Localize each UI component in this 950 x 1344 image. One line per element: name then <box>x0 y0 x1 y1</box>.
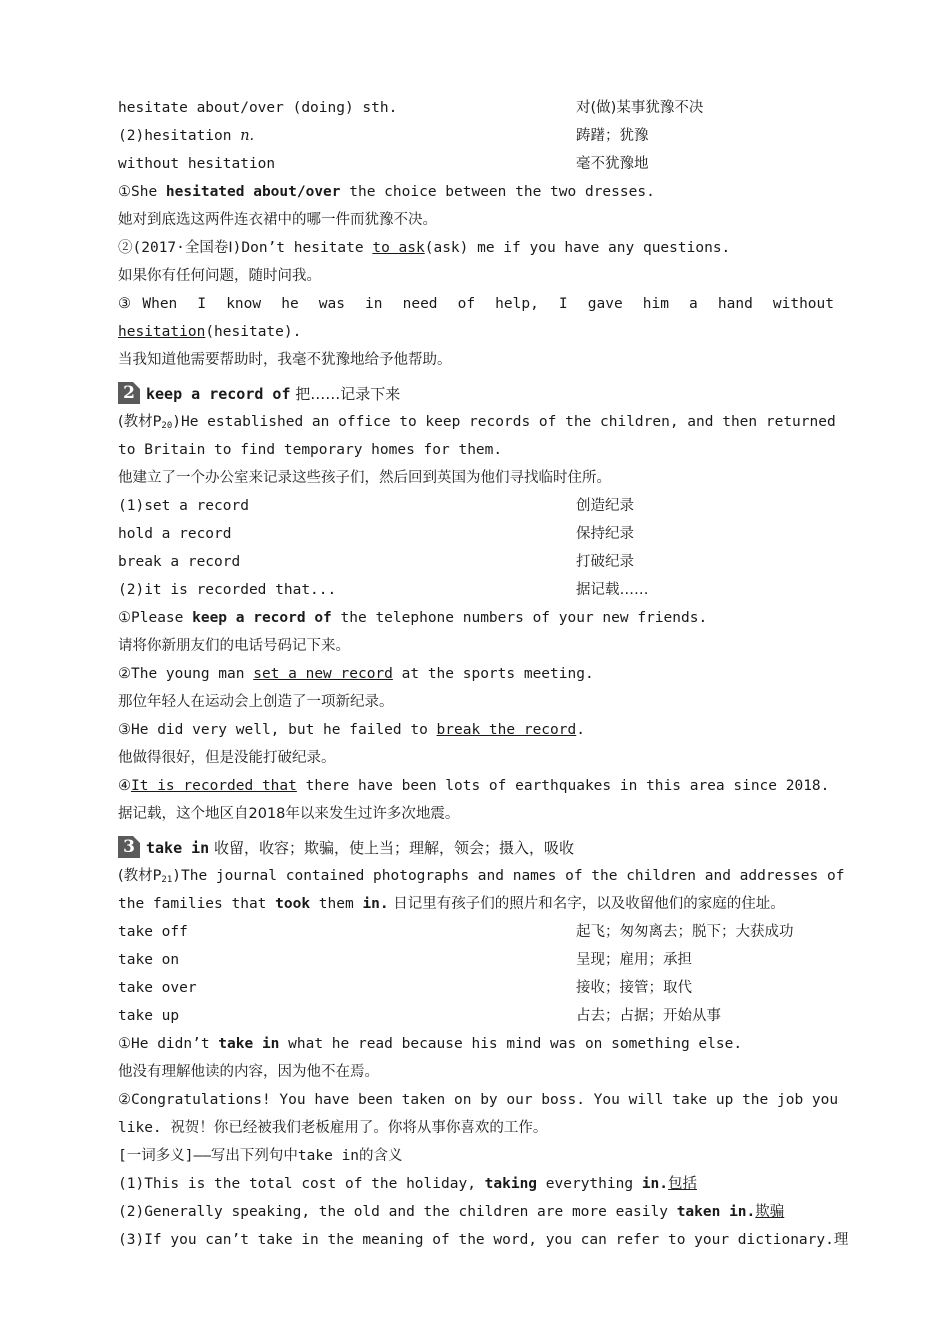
chinese-translation: 据记载，这个地区自2018年以来发生过许多次地震。 <box>118 806 460 822</box>
chinese-translation: 如果你有任何问题，随时问我。 <box>118 268 321 284</box>
example-sentence: ②The young man set a new record at the sports meeting. <box>118 666 594 682</box>
phrase-row: hold a record 保持纪录 <box>118 520 834 548</box>
example-sentence-cont: hesitation(hesitate). <box>118 324 302 340</box>
example-sentence: ①She hesitated about/over the choice between the two dresses. <box>118 184 655 200</box>
example-sentence: ④It is recorded that there have been lots of earthquakes in this area since 2018. <box>118 778 830 794</box>
translation: 对(做)某事犹豫不决 <box>576 100 704 116</box>
section-number-badge: 2 <box>118 382 140 404</box>
chinese-translation: 他没有理解他读的内容，因为他不在焉。 <box>118 1064 379 1080</box>
answer-blank: to ask <box>372 240 425 256</box>
translation: 创造纪录 <box>576 498 634 514</box>
chinese-translation: 请将你新朋友们的电话号码记下来。 <box>118 638 350 654</box>
text-line: hesitate about/over (doing) sth. 对(做)某事犹豫不决 <box>118 94 834 122</box>
phrase-row: take on 呈现；雇用；承担 <box>118 946 834 974</box>
example-sentence: ①He didn’t take in what he read because his mind was on something else. <box>118 1036 743 1052</box>
translation: 打破纪录 <box>576 554 634 570</box>
exercise-item: (3)If you can’t take in the meaning of the word, you can refer to your dictionary.理 <box>118 1232 849 1248</box>
phrase-row: take over 接收；接管；取代 <box>118 974 834 1002</box>
answer-blank: It is recorded that <box>131 778 297 794</box>
chinese-translation: 他建立了一个办公室来记录这些孩子们，然后回到英国为他们寻找临时住所。 <box>118 470 611 486</box>
answer-blank: break the record <box>436 722 577 738</box>
answer-blank: hesitation <box>118 324 206 340</box>
translation: 呈现；雇用；承担 <box>576 952 692 968</box>
example-sentence: ③When I know he was in need of help, I gave him a hand without <box>118 296 834 312</box>
translation: 据记载…… <box>576 582 649 598</box>
exercise-instruction: [一词多义]——写出下列句中take in的含义 <box>118 1148 403 1164</box>
section-number-badge: 3 <box>118 836 140 858</box>
example-sentence: ①Please keep a record of the telephone numbers of your new friends. <box>118 610 708 626</box>
textbook-sentence: (教材$P_{21})The$ journal contained photographs and names of the children and addresses of <box>118 868 845 885</box>
example-sentence: ②(2017·全国卷Ⅰ)Don’t hesitate to ask(ask) me if you have any questions. <box>118 240 731 256</box>
exercise-item: (1)This is the total cost of the holiday, taking everything in.包括 <box>118 1176 698 1192</box>
translation: 起飞；匆匆离去；脱下；大获成功 <box>576 924 794 940</box>
phrase-row: take up 占去；占据；开始从事 <box>118 1002 834 1030</box>
chinese-translation: 她对到底选这两件连衣裙中的哪一件而犹豫不决。 <box>118 212 437 228</box>
example-sentence: ③He did very well, but he failed to break the record. <box>118 722 585 738</box>
translation: 保持纪录 <box>576 526 634 542</box>
phrase-row: (1)set a record 创造纪录 <box>118 492 834 520</box>
chinese-translation: 那位年轻人在运动会上创造了一项新纪录。 <box>118 694 394 710</box>
textbook-sentence-cont: the families that took them in. 日记里有孩子们的照片和名字，以及收留他们的家庭的住址。 <box>118 896 785 912</box>
chinese-translation: 当我知道他需要帮助时，我毫不犹豫地给予他帮助。 <box>118 352 452 368</box>
example-sentence: ②Congratulations! You have been taken on by our boss. You will take up the job you <box>118 1092 839 1108</box>
phrase-row: (2)it is recorded that... 据记载…… <box>118 576 834 604</box>
answer-blank: 欺骗 <box>755 1204 785 1220</box>
phrase-row: break a record 打破纪录 <box>118 548 834 576</box>
section-heading: 2 keep a record of 把……记录下来 <box>118 380 834 408</box>
answer-blank: 包括 <box>668 1176 698 1192</box>
textbook-sentence-cont: to Britain to find temporary homes for them. <box>118 442 503 458</box>
translation: 接收；接管；取代 <box>576 980 692 996</box>
section-heading: 3 take in 收留，收容；欺骗，使上当；理解，领会；摄入，吸收 <box>118 834 834 862</box>
exercise-item: (2)Generally speaking, the old and the children are more easily taken in.欺骗 <box>118 1204 785 1220</box>
translation: 毫不犹豫地 <box>576 156 649 172</box>
example-sentence-cont: like. 祝贺！你已经被我们老板雇用了。你将从事你喜欢的工作。 <box>118 1120 548 1136</box>
chinese-translation: 他做得很好，但是没能打破纪录。 <box>118 750 336 766</box>
translation: 踌躇；犹豫 <box>576 128 649 144</box>
translation: 占去；占据；开始从事 <box>576 1008 721 1024</box>
answer-blank: set a new record <box>253 666 393 682</box>
phrase-row: take off 起飞；匆匆离去；脱下；大获成功 <box>118 918 834 946</box>
text-line: without hesitation 毫不犹豫地 <box>118 150 834 178</box>
text-line: (2)hesitation n. 踌躇；犹豫 <box>118 122 834 150</box>
textbook-sentence: (教材$P_{20})He$ established an office to keep records of the children, and then returned <box>118 414 836 431</box>
